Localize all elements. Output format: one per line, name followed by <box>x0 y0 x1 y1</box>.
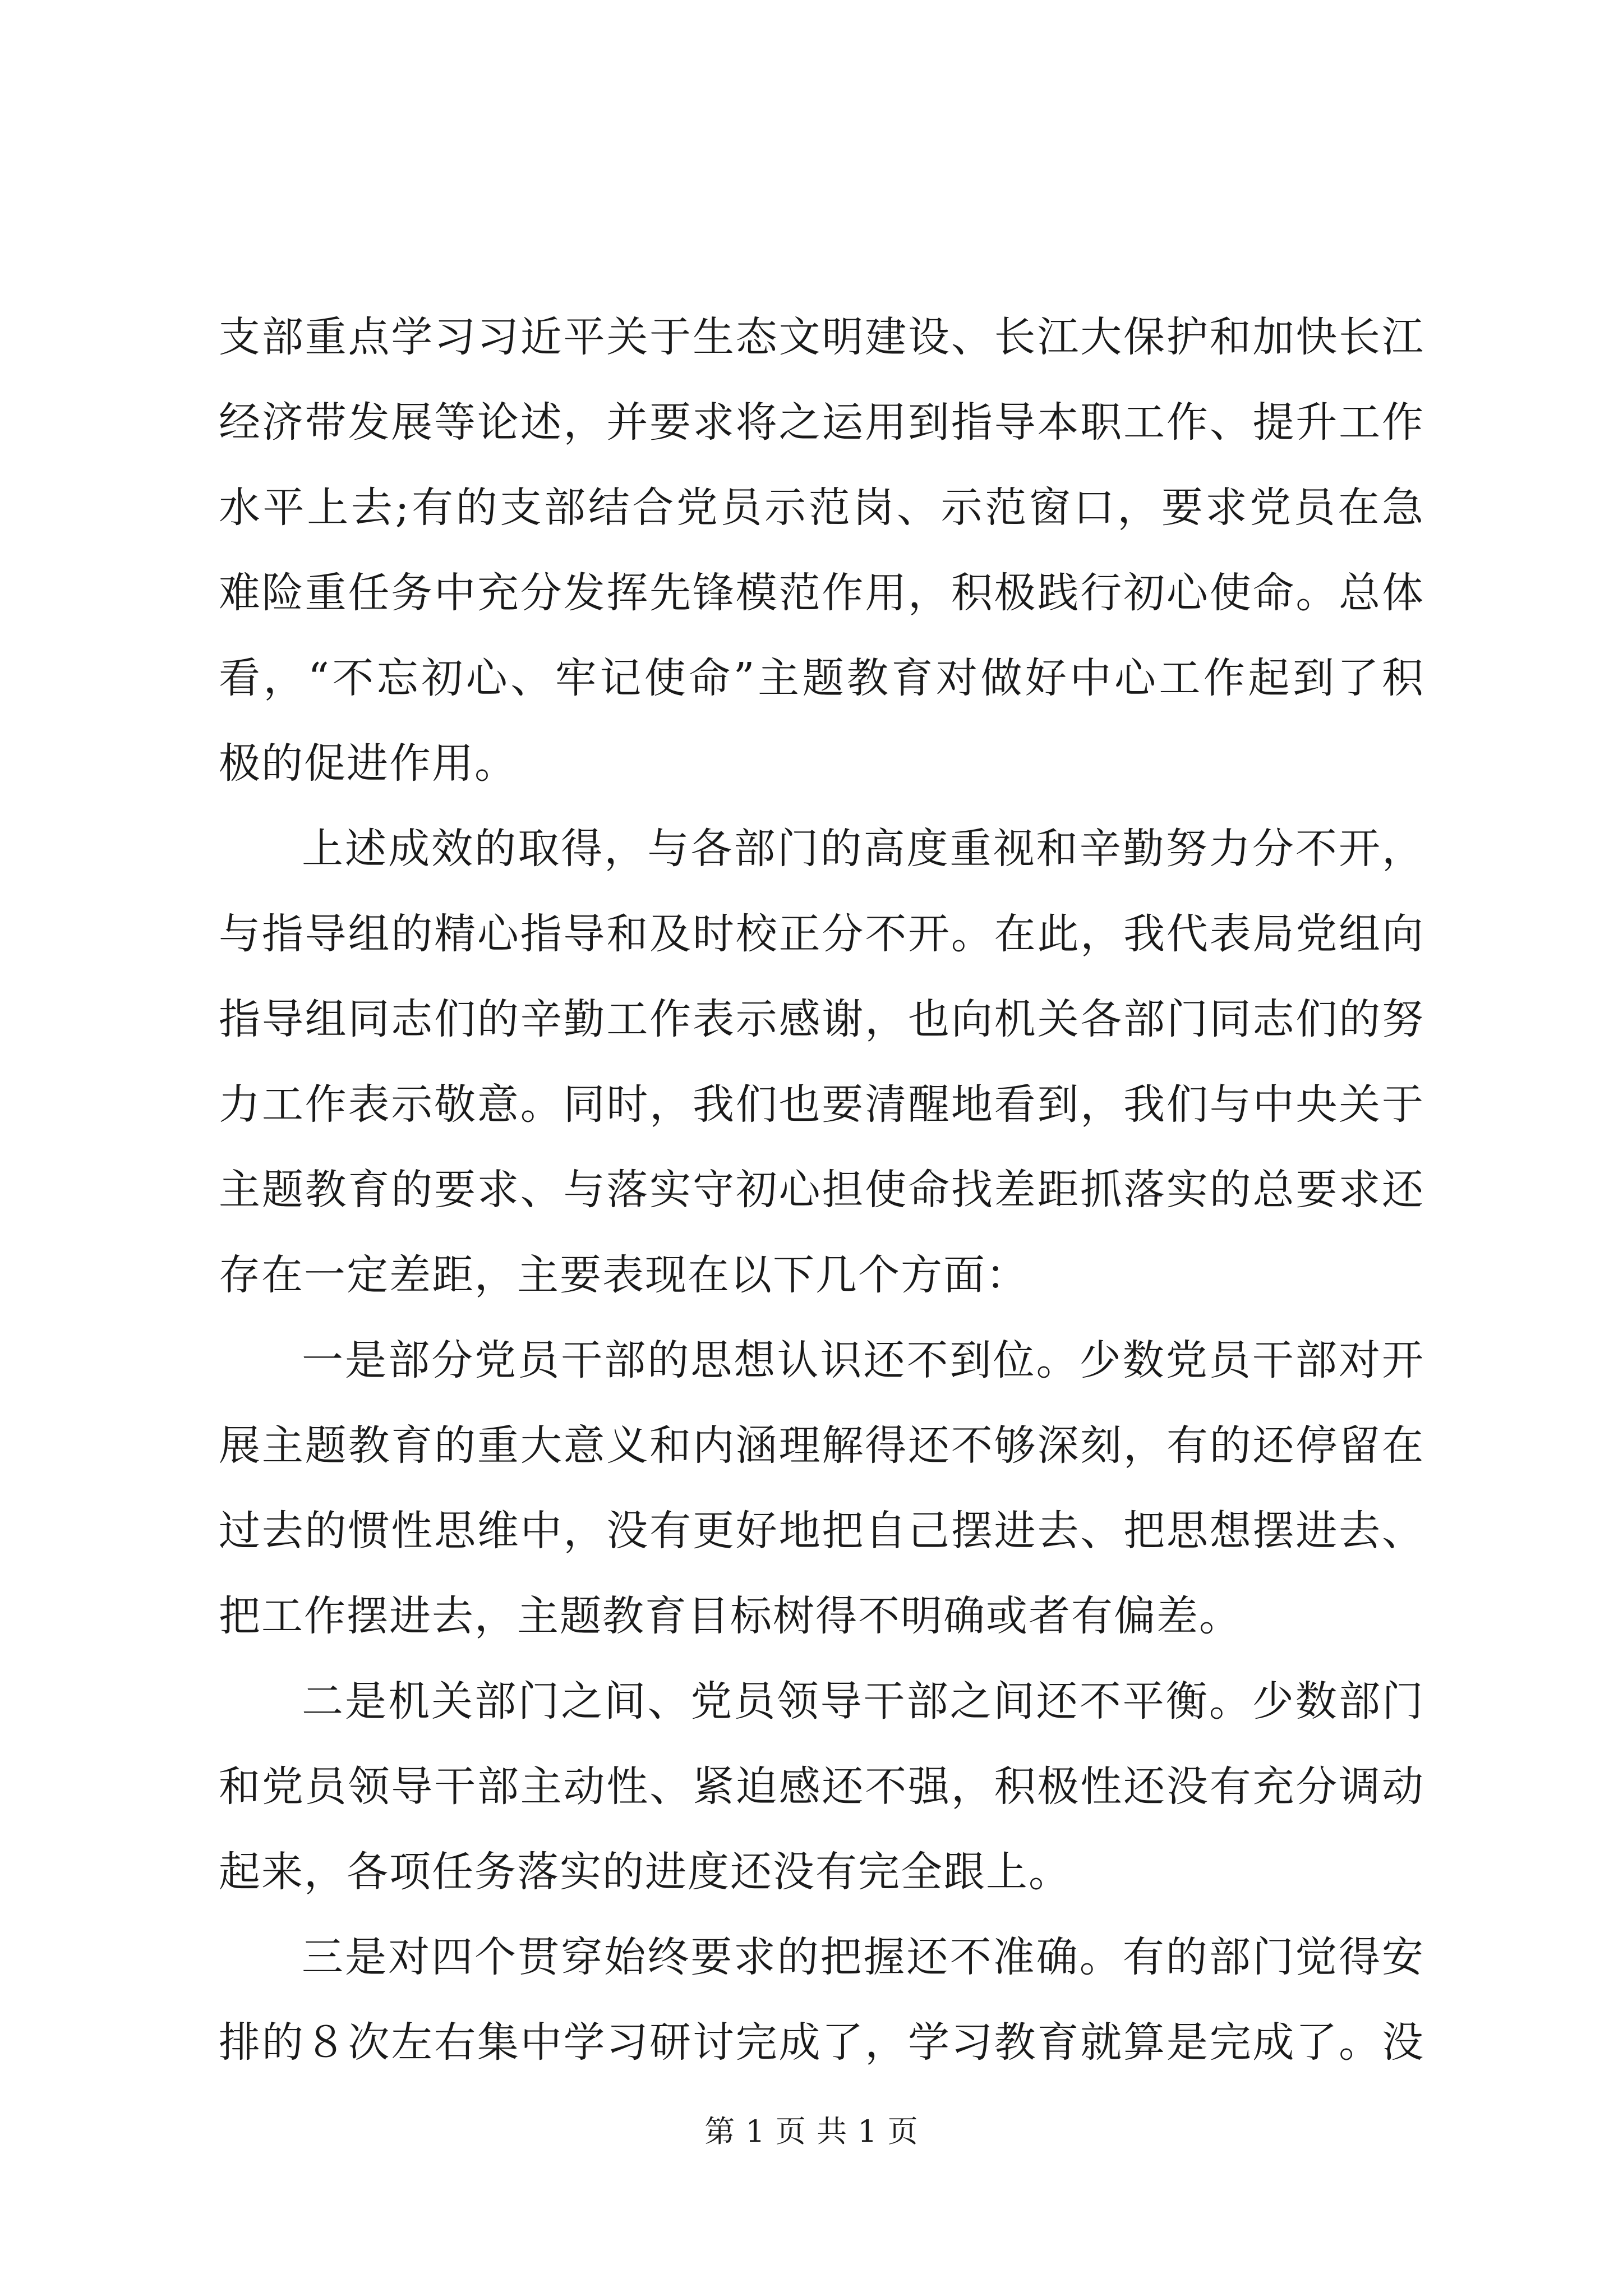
text-line: 主题教育的要求、与落实守初心担使命找差距抓落实的总要求还 <box>219 1166 1424 1214</box>
page-footer <box>0 2112 1623 2151</box>
text-line: 与指导组的精心指导和及时校正分不开。在此，我代表局党组向 <box>219 910 1424 958</box>
text-line: 水平上去;有的支部结合党员示范岗、示范窗口，要求党员在急 <box>219 484 1424 532</box>
text-line: 经济带发展等论述，并要求将之运用到指导本职工作、提升工作 <box>219 398 1424 447</box>
text-line: 力工作表示敬意。同时，我们也要清醒地看到，我们与中央关于 <box>219 1080 1424 1129</box>
text-line: 难险重任务中充分发挥先锋模范作用，积极践行初心使命。总体 <box>219 569 1424 617</box>
text-line: 支部重点学习习近平关于生态文明建设、长江大保护和加快长江 <box>219 313 1424 361</box>
text-line: 把工作摆进去，主题教育目标树得不明确或者有偏差。 <box>219 1592 1242 1640</box>
paragraph-first-line: 二是机关部门之间、党员领导干部之间还不平衡。少数部门 <box>302 1677 1424 1726</box>
text-line: 展主题教育的重大意义和内涵理解得还不够深刻，有的还停留在 <box>219 1421 1424 1470</box>
text-line: 存在一定差距，主要表现在以下几个方面： <box>219 1251 1029 1299</box>
text-line: 和党员领导干部主动性、紧迫感还不强，积极性还没有充分调动 <box>219 1763 1424 1811</box>
paragraph-first-line: 一是部分党员干部的思想认识还不到位。少数党员干部对开 <box>302 1336 1424 1384</box>
text-line: 过去的惯性思维中，没有更好地把自己摆进去、把思想摆进去、 <box>219 1507 1424 1555</box>
text-line: 极的促进作用。 <box>219 739 517 788</box>
page-number-label: 第 1 页 共 1 页 <box>704 2114 919 2149</box>
document-body <box>219 295 1424 2085</box>
text-line: 看，“不忘初心、牢记使命”主题教育对做好中心工作起到了积 <box>219 654 1424 702</box>
paragraph-first-line: 三是对四个贯穿始终要求的把握还不准确。有的部门觉得安 <box>302 1933 1424 1981</box>
text-line: 排的８次左右集中学习研讨完成了，学习教育就算是完成了。没 <box>219 2018 1424 2067</box>
paragraph-first-line: 上述成效的取得，与各部门的高度重视和辛勤努力分不开， <box>302 825 1424 873</box>
text-line: 起来，各项任务落实的进度还没有完全跟上。 <box>219 1848 1071 1896</box>
text-line: 指导组同志们的辛勤工作表示感谢，也向机关各部门同志们的努 <box>219 995 1424 1043</box>
